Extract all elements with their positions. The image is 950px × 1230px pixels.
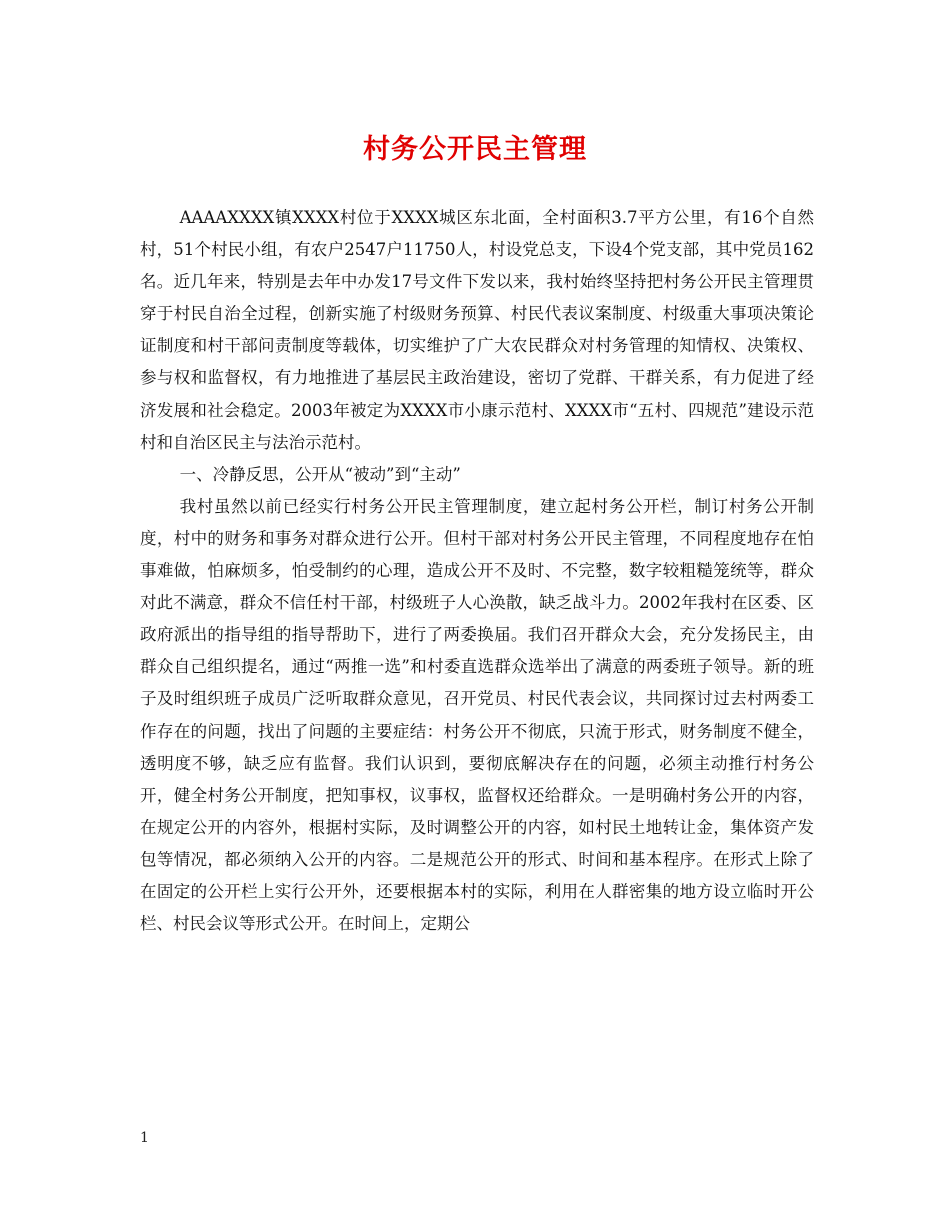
document-body xyxy=(140,202,814,940)
document-title: 村务公开民主管理 xyxy=(363,134,587,165)
section-paragraph: 我村虽然以前已经实行村务公开民主管理制度，建立起村务公开栏，制订村务公开制度，村中的财务和事务对群众进行公开。但村干部对村务公开民主管理，不同程度地存在怕事难做，怕麻烦多，怕受制约的心理，造成公开不及时、不完整，数字较粗糙笼统等，群众对此不满意，群众不信任村干部，村级班子人心涣散，缺乏战斗力。2002年我村在区委、区政府派出的指导组的指导帮助下，进行了两委换届。我们召开群众大会，充分发扬民主，由群众自己组织提名，通过“两推一选”和村委直选群众选举出了满意的两委班子领导。新的班子及时组织班子成员广泛听取群众意见，召开党员、村民代表会议，共同探讨过去村两委工作存在的问题，找出了问题的主要症结：村务公开不彻底，只流于形式，财务制度不健全，透明度不够，缺乏应有监督。我们认识到，要彻底解决存在的问题，必须主动推行村务公开，健全村务公开制度，把知事权，议事权，监督权还给群众。一是明确村务公开的内容，在规定公开的内容外，根据村实际，及时调整公开的内容，如村民土地转让金，集体资产发包等情况，都必须纳入公开的内容。二是规范公开的形式、时间和基本程序。在形式上除了在固定的公开栏上实行公开外，还要根据本村的实际，利用在人群密集的地方设立临时开公栏、村民会议等形式公开。在时间上，定期公 xyxy=(140,496,814,934)
page-number: 1 xyxy=(140,1130,149,1146)
section-heading: 一、冷静反思，公开从“被动”到“主动” xyxy=(179,464,461,484)
intro-paragraph: AAAAXXXX镇XXXX村位于XXXX城区东北面，全村面积3.7平方公里，有16个自然村，51个村民小组，有农户2547户11750人，村设党总支，下设4个党支部，其中党员162名。近几年来，特别是去年中办发17号文件下发以来，我村始终坚持把村务公开民主管理贯穿于村民自治全过程，创新实施了村级财务预算、村民代表议案制度、村级重大事项决策论证制度和村干部问责制度等载体，切实维护了广大农民群众对村务管理的知情权、决策权、参与权和监督权，有力地推进了基层民主政治建设，密切了党群、干群关系，有力促进了经济发展和社会稳定。2003年被定为XXXX市小康示范村、XXXX市“五村、四规范”建设示范村和自治区民主与法治示范村。 xyxy=(140,208,814,452)
